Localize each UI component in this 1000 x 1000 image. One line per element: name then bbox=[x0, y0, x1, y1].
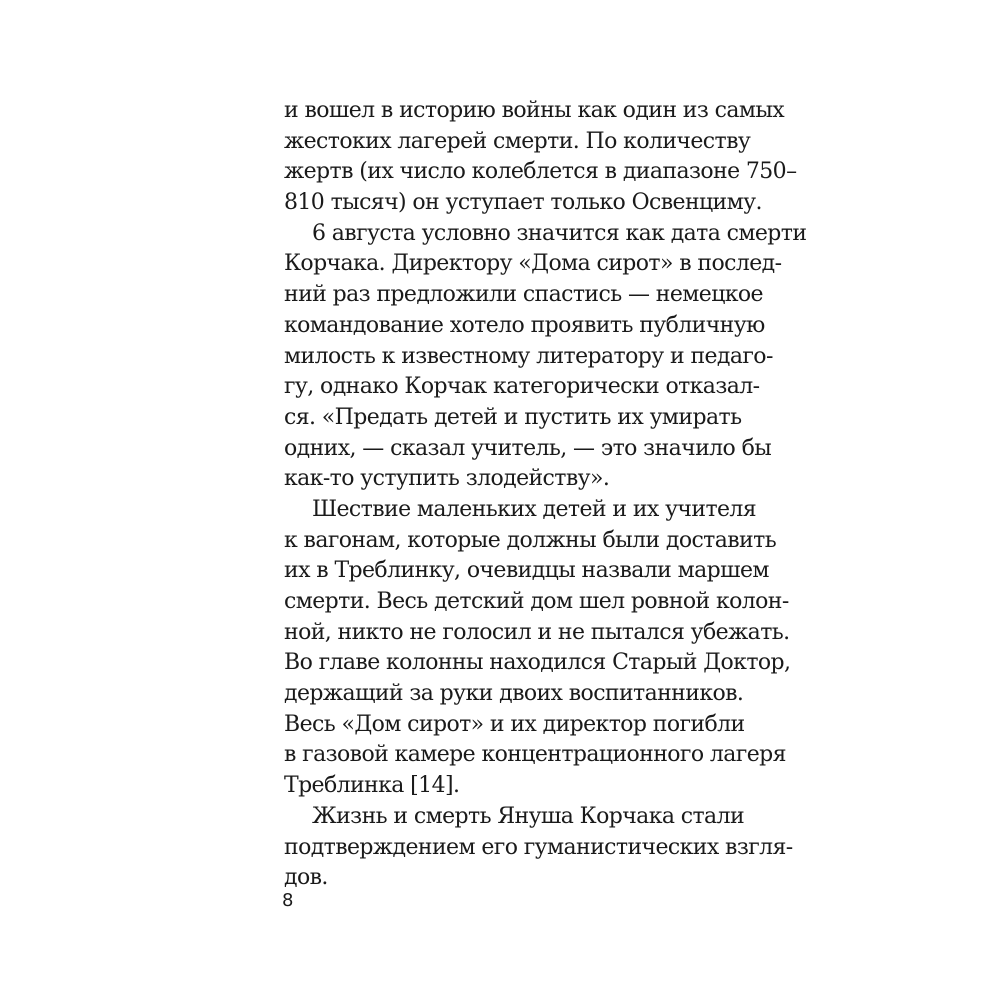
text-line: жестоких лагерей смерти. По количеству bbox=[284, 128, 751, 154]
text-line: Корчака. Директору «Дома сирот» в послед- bbox=[284, 251, 782, 277]
paragraph bbox=[284, 495, 791, 802]
text-line: их в Треблинку, очевидцы назвали маршем bbox=[284, 558, 769, 584]
text-line: 6 августа условно значится как дата смерти bbox=[312, 220, 807, 246]
text-line: как-то уступить злодейству». bbox=[284, 466, 610, 492]
text-line: командование хотело проявить публичную bbox=[284, 312, 765, 338]
paragraph bbox=[284, 96, 797, 219]
text-line: 810 тысяч) он уступает только Освенциму. bbox=[284, 190, 762, 216]
text-line: милость к известному литератору и педаго- bbox=[284, 343, 773, 369]
text-line: ной, никто не голосил и не пытался убежать. bbox=[284, 619, 790, 645]
text-line: Во главе колонны находился Старый Доктор, bbox=[284, 650, 791, 676]
paragraph bbox=[284, 802, 793, 894]
body-text bbox=[284, 96, 807, 894]
paragraph bbox=[284, 219, 807, 495]
text-line: ний раз предложили спастись — немецкое bbox=[284, 282, 763, 308]
text-line: Жизнь и смерть Януша Корчака стали bbox=[312, 803, 745, 829]
text-line: подтверждением его гуманистических взгля- bbox=[284, 834, 793, 860]
text-line: Шествие маленьких детей и их учителя bbox=[312, 496, 757, 522]
text-line: смерти. Весь детский дом шел ровной колон- bbox=[284, 589, 789, 614]
text-line: ся. «Предать детей и пустить их умирать bbox=[284, 404, 742, 430]
text-line: в газовой камере концентрационного лагеря bbox=[284, 742, 786, 768]
text-line: одних, — сказал учитель, — это значило бы bbox=[284, 435, 772, 461]
text-line: и вошел в историю войны как один из самых bbox=[284, 98, 785, 123]
text-line: держащий за руки двоих воспитанников. bbox=[284, 681, 744, 707]
text-line: гу, однако Корчак категорически отказал- bbox=[284, 374, 760, 400]
text-line: Весь «Дом сирот» и их директор погибли bbox=[284, 711, 745, 737]
page-number: 8 bbox=[282, 890, 294, 911]
text-line: дов. bbox=[284, 865, 328, 891]
text-line: к вагонам, которые должны были доставить bbox=[284, 527, 777, 553]
text-line: Треблинка [14]. bbox=[284, 773, 460, 799]
text-line: жертв (их число колеблется в диапазоне 750– bbox=[284, 159, 797, 185]
